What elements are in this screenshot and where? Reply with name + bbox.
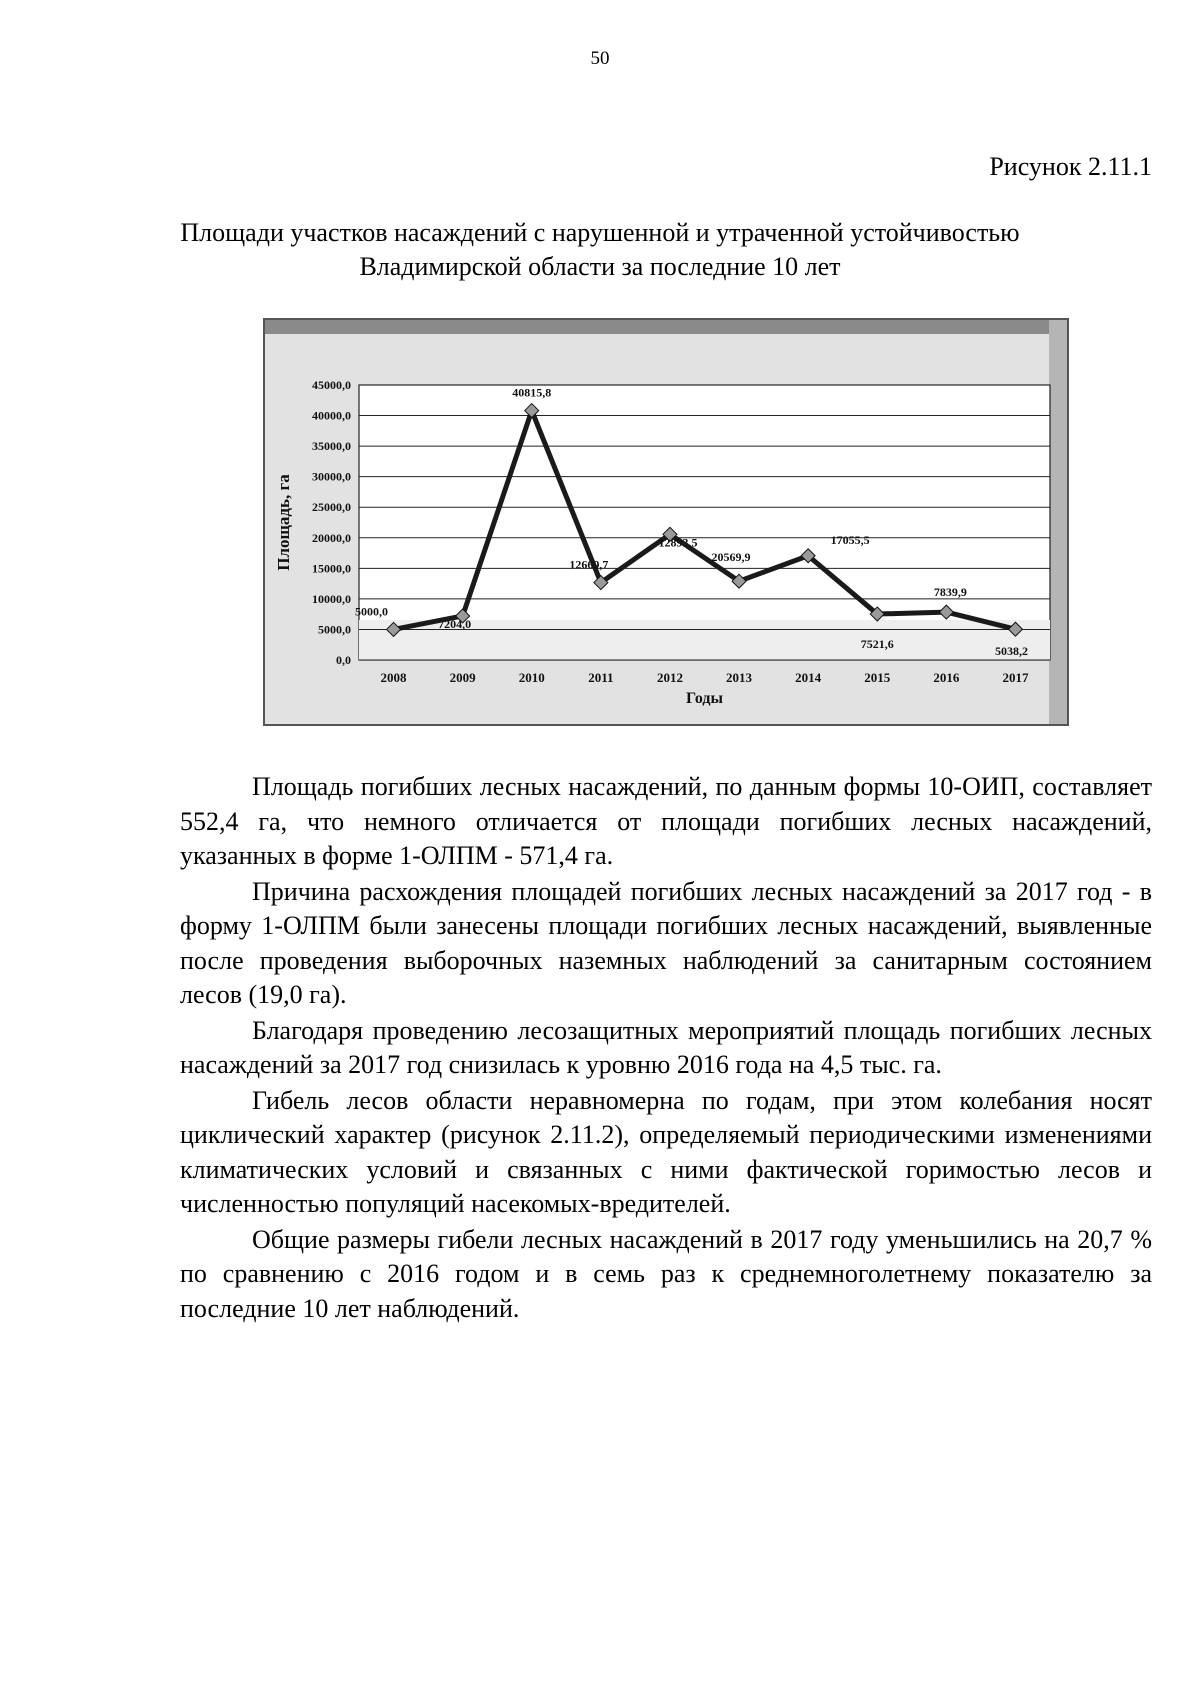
x-tick-label: 2010: [518, 670, 545, 685]
y-tick-label: 10000,0: [312, 591, 351, 606]
paragraph: Общие размеры гибели лесных насаждений в 2017 году уменьшились на 20,7 % по сравнению с 2016 годом и в семь раз к среднемноголетнему показателю за последние 10 лет наблюдений.: [180, 1224, 1152, 1323]
data-label: 7204,0: [438, 616, 472, 631]
y-axis-title: Площадь, га: [274, 474, 293, 571]
data-label: 20569,9: [711, 550, 751, 565]
x-tick-label: 2012: [656, 670, 683, 685]
y-tick-label: 45000,0: [312, 378, 351, 392]
body-text: [180, 770, 1152, 1327]
x-tick-label: 2014: [795, 670, 822, 685]
data-label: 40815,8: [512, 385, 552, 400]
data-label: 7839,9: [933, 585, 967, 600]
y-tick-label: 25000,0: [312, 500, 351, 515]
x-tick-label: 2008: [380, 670, 407, 685]
figure-title-line-1: Площади участков насаждений с нарушенной и утраченной устойчивостью: [180, 218, 1020, 247]
x-axis-title: Годы: [686, 690, 723, 707]
y-tick-label: 35000,0: [312, 439, 351, 454]
figure-label: Рисунок 2.11.1: [989, 152, 1152, 181]
y-tick-label: 20000,0: [312, 530, 351, 545]
figure-title-line-2: Владимирской области за последние 10 лет: [359, 252, 841, 281]
line-chart: [265, 320, 1071, 728]
data-label: 12669,7: [569, 557, 609, 572]
paragraph: Благодаря проведению лесозащитных мероприятий площадь погибших лесных насаждений за 2017 год снизилась к уровню 2016 года на 4,5 тыс. га.: [180, 1015, 1152, 1079]
y-tick-label: 30000,0: [312, 469, 351, 484]
paragraph: Площадь погибших лесных насаждений, по данным формы 10-ОИП, составляет 552,4 га, что немного отличается от площади погибших лесных насаждений, указанных в форме 1-ОЛПМ - 571,4 га.: [180, 772, 1152, 870]
y-tick-label: 0,0: [336, 653, 351, 667]
data-label: 5000,0: [355, 604, 389, 619]
chart-frame: [263, 318, 1069, 726]
data-label: 7521,6: [860, 637, 894, 652]
y-tick-label: 5000,0: [318, 622, 351, 637]
x-tick-label: 2013: [726, 670, 753, 685]
data-label: 12893,5: [658, 535, 698, 550]
x-tick-label: 2017: [1002, 670, 1029, 685]
figure-title: [120, 216, 1080, 284]
x-tick-label: 2016: [933, 670, 960, 685]
x-tick-label: 2009: [449, 670, 476, 685]
y-tick-label: 40000,0: [312, 408, 351, 423]
paragraph: Причина расхождения площадей погибших лесных насаждений за 2017 год - в форму 1-ОЛПМ были занесены площади погибших лесных насаждений, выявленные после проведения выборочных наземных наблюдений за санитарным состоянием лесов (19,0 га).: [180, 876, 1152, 1009]
paragraph: Гибель лесов области неравномерна по годам, при этом колебания носят циклический характер (рисунок 2.11.2), определяемый периодическими изменениями климатических условий и связанных с ними фактической горимостью лесов и численностью популяций насекомых-вредителей.: [180, 1085, 1152, 1218]
data-label: 17055,5: [830, 532, 870, 547]
page-number: 50: [590, 48, 610, 69]
x-tick-label: 2015: [864, 670, 891, 685]
data-label: 5038,2: [994, 644, 1028, 659]
x-tick-label: 2011: [588, 670, 614, 685]
y-tick-label: 15000,0: [312, 561, 351, 576]
